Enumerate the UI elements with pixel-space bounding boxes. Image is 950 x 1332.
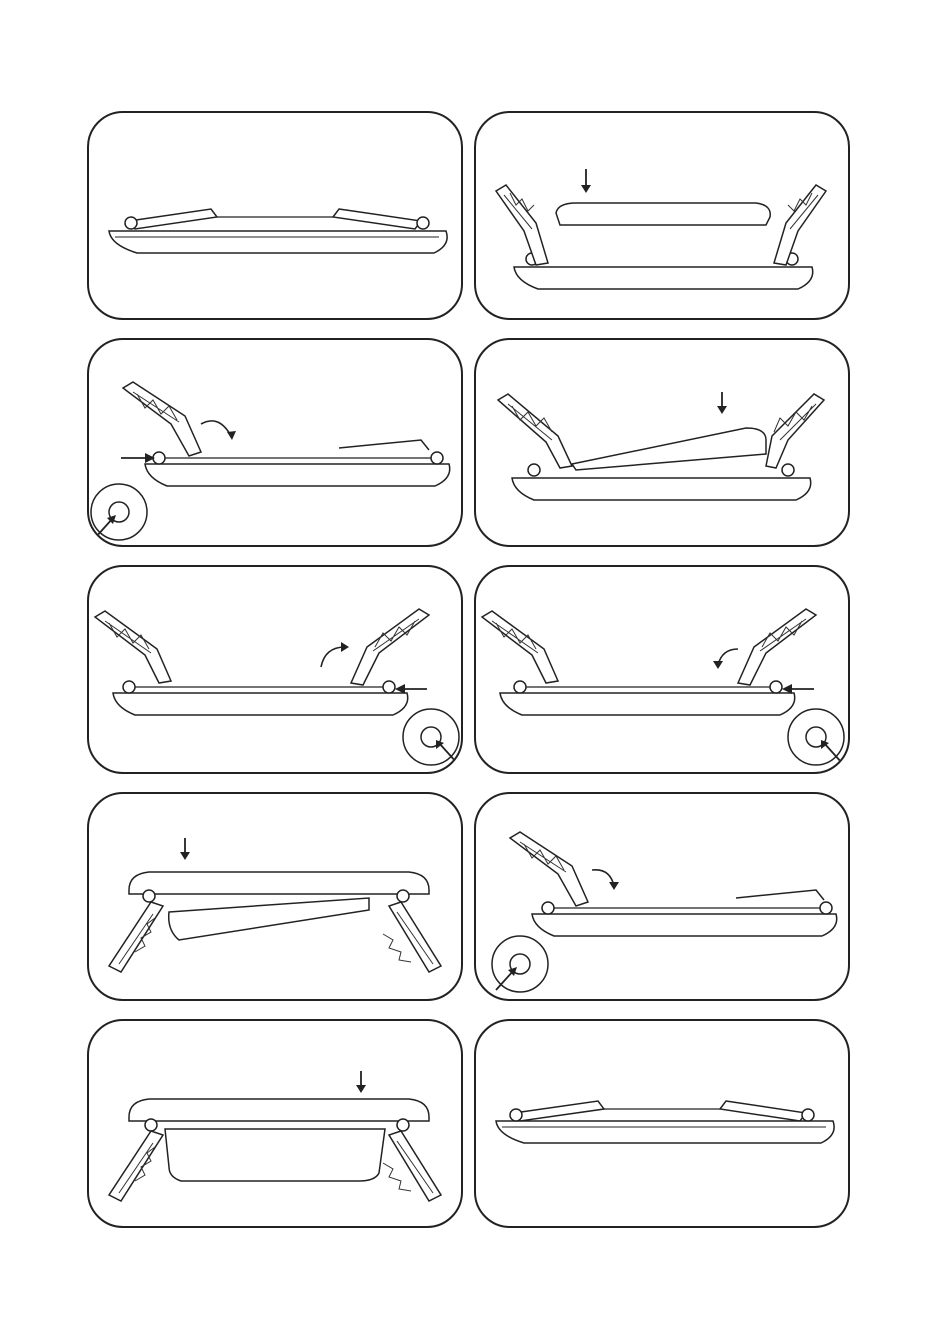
tray-top-tilted xyxy=(572,428,766,470)
step-6-illustration xyxy=(476,567,847,771)
tray-base xyxy=(514,253,813,289)
step-3-panel xyxy=(87,338,463,547)
leg-right-raised xyxy=(766,394,824,468)
tray-top-upside-down xyxy=(129,1099,429,1131)
press-down-arrow xyxy=(717,392,727,414)
folded-leg-right xyxy=(339,440,429,450)
folded-leg-right xyxy=(736,890,824,900)
leg-right-down xyxy=(383,902,441,972)
button-detail-circle xyxy=(492,936,548,992)
step-9-panel xyxy=(87,1019,463,1228)
folded-leg-left xyxy=(510,1101,604,1121)
page-number xyxy=(10,1300,22,1316)
step-1-panel xyxy=(87,111,463,320)
step-7-panel xyxy=(87,792,463,1001)
step-10-panel xyxy=(474,1019,850,1228)
folded-leg-right xyxy=(333,209,429,229)
leg-left-raising xyxy=(123,382,201,456)
step-10-illustration xyxy=(476,1021,847,1225)
curved-arrow xyxy=(713,649,738,669)
leg-right-lowering xyxy=(738,609,816,685)
step-9-illustration xyxy=(89,1021,460,1225)
step-5-panel xyxy=(87,565,463,774)
leg-left-raised xyxy=(95,611,171,683)
push-arrow xyxy=(121,453,155,463)
tray-base xyxy=(500,681,795,715)
step-3-illustration xyxy=(89,340,460,544)
folded-leg-right xyxy=(720,1101,814,1121)
tray-top-upside-down xyxy=(129,872,429,902)
folded-leg-left xyxy=(125,209,217,229)
leg-left-raised xyxy=(498,394,572,468)
leg-right-raised xyxy=(774,185,826,265)
tray-base xyxy=(512,464,811,500)
leg-right-raising xyxy=(351,609,429,685)
leg-left-lowering xyxy=(510,832,588,906)
step-6-panel xyxy=(474,565,850,774)
tray-base xyxy=(145,452,450,486)
step-5-illustration xyxy=(89,567,460,771)
step-1-illustration xyxy=(89,113,460,317)
step-8-illustration xyxy=(476,794,847,998)
curved-arrow xyxy=(321,642,349,667)
step-8-panel xyxy=(474,792,850,1001)
step-4-panel xyxy=(474,338,850,547)
button-detail-circle xyxy=(788,709,844,765)
leg-left-raised xyxy=(496,185,548,265)
tray-base xyxy=(109,231,447,253)
leg-left-raised xyxy=(482,611,558,683)
tray-base-tilted xyxy=(169,898,369,940)
press-down-arrow xyxy=(180,838,190,860)
tray-base xyxy=(496,1121,834,1143)
step-2-panel xyxy=(474,111,850,320)
press-down-arrow xyxy=(356,1071,366,1093)
tray-base-hanging xyxy=(165,1129,385,1181)
leg-left-down xyxy=(109,1131,163,1201)
step-7-illustration xyxy=(89,794,460,998)
tray-base xyxy=(532,902,837,936)
curved-arrow xyxy=(201,421,236,440)
tray-top-raised xyxy=(556,203,770,225)
button-detail-circle xyxy=(91,484,147,540)
leg-right-down xyxy=(383,1131,441,1201)
tray-base xyxy=(113,681,408,715)
step-4-illustration xyxy=(476,340,847,544)
step-2-illustration xyxy=(476,113,847,317)
curved-arrow xyxy=(592,870,619,890)
press-down-arrow xyxy=(581,169,591,193)
button-detail-circle xyxy=(403,709,459,765)
leg-left-down xyxy=(109,902,163,972)
